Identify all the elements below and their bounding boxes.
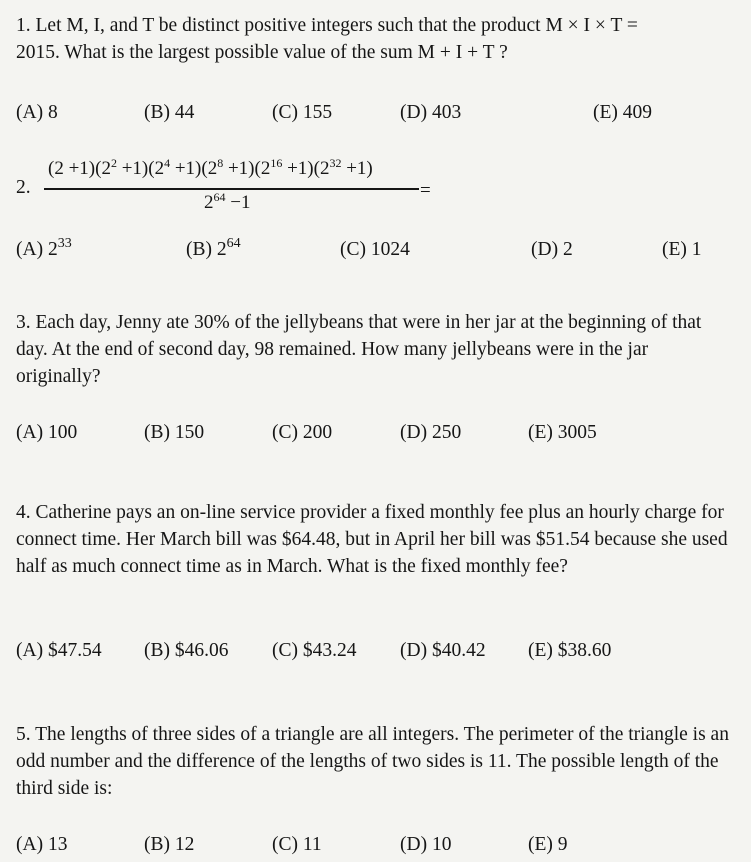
question-2-number: 2. — [16, 177, 31, 198]
q1-option-c[interactable]: (C) 155 — [272, 102, 333, 123]
q1-option-d[interactable]: (D) 403 — [400, 102, 462, 123]
q1-option-b[interactable]: (B) 44 — [144, 102, 195, 123]
q1-option-a[interactable]: (A) 8 — [16, 102, 58, 123]
q2-equals-sign: = — [420, 180, 431, 201]
q4-option-d[interactable]: (D) $40.42 — [400, 640, 486, 661]
q5-option-b[interactable]: (B) 12 — [144, 834, 195, 855]
q3-option-a[interactable]: (A) 100 — [16, 422, 78, 443]
q2-fraction-bar — [44, 188, 419, 190]
question-1-text — [16, 12, 731, 66]
question-4-text: 4. Catherine pays an on-line service provider a fixed monthly fee plus an hourly charge for connect time. Her March bill was $64.48, but in April her bill was $51.54 because she used half as much connect time as in March. What is the fixed monthly fee? — [16, 502, 728, 577]
q3-option-c[interactable]: (C) 200 — [272, 422, 333, 443]
q4-option-a[interactable]: (A) $47.54 — [16, 640, 102, 661]
q4-option-c[interactable]: (C) $43.24 — [272, 640, 357, 661]
q1-option-e[interactable]: (E) 409 — [593, 102, 653, 123]
q2-option-d[interactable]: (D) 2 — [531, 239, 573, 260]
q5-option-c[interactable]: (C) 11 — [272, 834, 322, 855]
q3-option-d[interactable]: (D) 250 — [400, 422, 462, 443]
q2-option-b[interactable]: (B) $2^{64}$ — [186, 236, 241, 260]
question-1-line-2: 2015. What is the largest possible value of the sum M + I + T ? — [16, 42, 508, 63]
q4-option-e[interactable]: (E) $38.60 — [528, 640, 612, 661]
question-3-text: 3. Each day, Jenny ate 30% of the jellybeans that were in her jar at the beginning of that day. At the end of second day, 98 remained. How many jellybeans were in the jar originally? — [16, 312, 702, 387]
q2-option-a[interactable]: (A) $2^{33}$ — [16, 236, 72, 260]
q5-option-d[interactable]: (D) 10 — [400, 834, 452, 855]
q3-option-e[interactable]: (E) 3005 — [528, 422, 597, 443]
q2-option-c[interactable]: (C) 1024 — [340, 239, 410, 260]
q2-option-e[interactable]: (E) 1 — [662, 239, 702, 260]
q4-option-b[interactable]: (B) $46.06 — [144, 640, 229, 661]
q2-fraction-numerator: $(2 +1)(2^2 +1)(2^4 +1)(2^8 +1)(2^{16} +1)(2^{32} +1)$ — [48, 156, 373, 179]
q5-option-e[interactable]: (E) 9 — [528, 834, 568, 855]
q3-option-b[interactable]: (B) 150 — [144, 422, 205, 443]
question-1-line-1: 1. Let M, I, and T be distinct positive integers such that the product M × I × T = — [16, 15, 638, 36]
question-5-text: 5. The lengths of three sides of a triangle are all integers. The perimeter of the triangle is an odd number and the difference of the lengths of two sides is 11. The possible length of the third side is: — [16, 724, 729, 799]
q5-option-a[interactable]: (A) 13 — [16, 834, 68, 855]
q2-fraction-denominator: $2^{64} -1$ — [204, 190, 251, 213]
